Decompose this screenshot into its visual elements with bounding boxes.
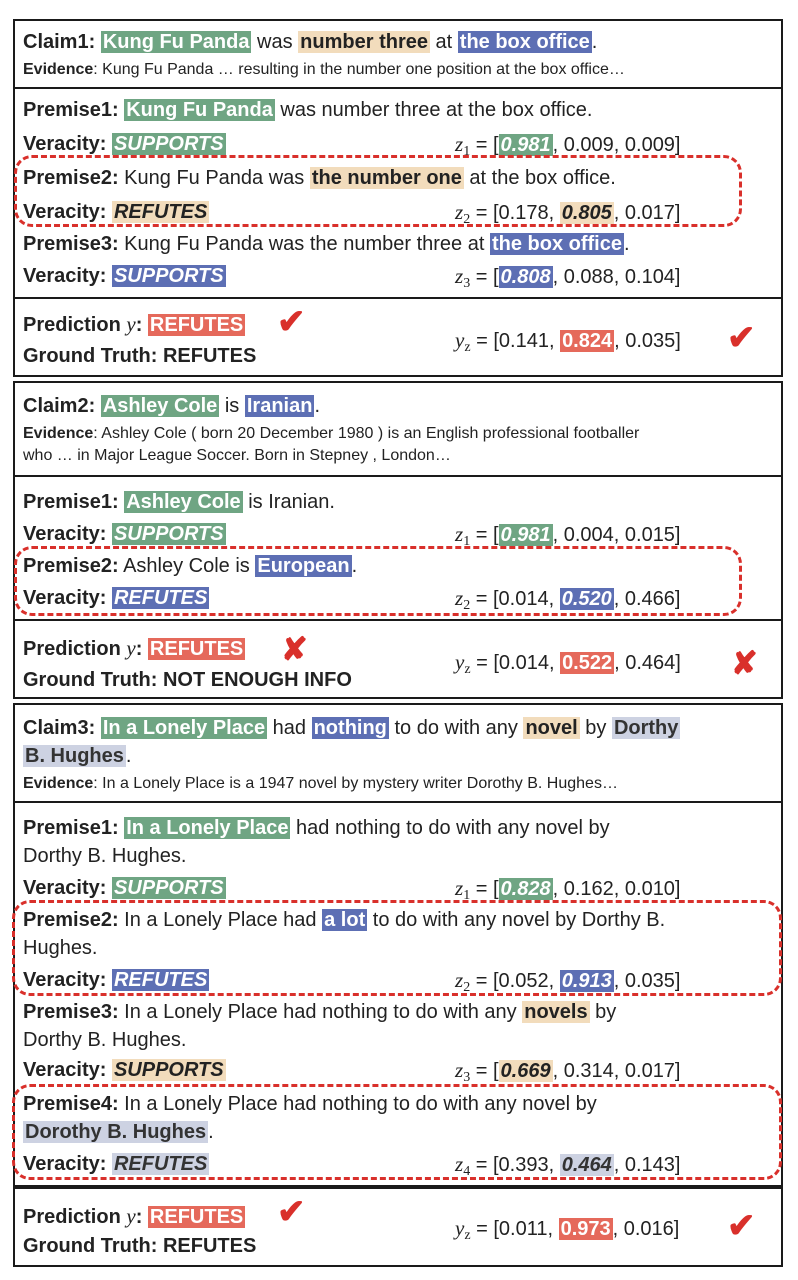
claim2-evidence: Evidence: Ashley Cole ( born 20 December 1980 ) is an English professional footballer who … in Major League Soccer. Born in Stepney , London…	[23, 425, 640, 464]
ex1-yz-check-icon: ✔	[727, 319, 756, 357]
claim3-box	[13, 703, 783, 803]
ex1-veracity2: Veracity: REFUTES	[23, 201, 208, 223]
ex2-z1: $z_1$ = [ 0.981 , 0.004, 0.015]	[455, 522, 681, 549]
ex3-veracity4: Veracity: REFUTES	[23, 1153, 208, 1175]
claim1-box	[13, 19, 783, 89]
ex3-z3: $z_3$ = [ 0.669 , 0.314, 0.017]	[455, 1058, 681, 1085]
ex3-premise4-line2: Dorothy B. Hughes .	[25, 1121, 214, 1143]
ex2-yz: $y_z = [0.014$, 0.522 , 0.464]	[455, 650, 681, 677]
ex3-prediction-check-icon: ✔	[277, 1193, 306, 1231]
claim1-text: Claim1: Kung Fu Panda was number three at the box office .	[23, 31, 598, 53]
ex1-prediction-check-icon: ✔	[277, 303, 306, 341]
ex2-yz-cross-icon: ✘	[731, 645, 758, 681]
ex1-premise1: Premise1: Kung Fu Panda was number three at the box office.	[23, 99, 593, 121]
claim1-evidence: Evidence: Kung Fu Panda … resulting in the number one position at the box office…	[23, 61, 625, 78]
ex3-premise2-line2: Hughes.	[23, 937, 98, 959]
ex2-z2: $z_2 = [0.014$, 0.520 , 0.466]	[455, 586, 681, 613]
prediction2-box	[13, 619, 783, 699]
ex3-premise2: Premise2: In a Lonely Place had a lot to do with any novel by Dorthy B.	[23, 909, 666, 931]
premises3-box	[13, 801, 783, 1187]
claim2-box	[13, 381, 783, 477]
ex2-ground-truth: Ground Truth: NOT ENOUGH INFO	[23, 669, 352, 691]
ex1-premise2: Premise2: Kung Fu Panda was the number one at the box office.	[23, 167, 616, 189]
prediction3-box	[13, 1187, 783, 1267]
ex3-yz: $y_z = [0.011$, 0.973 , 0.016]	[455, 1216, 680, 1243]
ex1-ground-truth: Ground Truth: REFUTES	[23, 345, 257, 367]
ex3-z2: $z_2 = [0.052$, 0.913 , 0.035]	[455, 968, 681, 995]
ex2-veracity2: Veracity: REFUTES	[23, 587, 208, 609]
ex3-veracity2: Veracity: REFUTES	[23, 969, 208, 991]
ex3-premise3: Premise3: In a Lonely Place had nothing to do with any novels by	[23, 1001, 617, 1023]
claim3-text-line2: B. Hughes .	[25, 745, 132, 767]
ex3-z4: $z_4 = [0.393$, 0.464 , 0.143]	[455, 1152, 681, 1179]
ex1-veracity1: Veracity: SUPPORTS	[23, 133, 224, 155]
ex3-z1: $z_1$ = [ 0.828 , 0.162, 0.010]	[455, 876, 681, 903]
ex1-z3: $z_3$ = [ 0.808 , 0.088, 0.104]	[455, 264, 681, 291]
ex3-ground-truth: Ground Truth: REFUTES	[23, 1235, 257, 1257]
ex2-veracity1: Veracity: SUPPORTS	[23, 523, 224, 545]
ex3-premise4: Premise4: In a Lonely Place had nothing to do with any novel by	[23, 1093, 597, 1115]
ex1-yz: $y_z = [0.141$, 0.824 , 0.035]	[455, 328, 681, 355]
claim3-text: Claim3: In a Lonely Place had nothing to do with any novel by Dorthy	[23, 717, 679, 739]
ex1-premise3: Premise3: Kung Fu Panda was the number three at the box office .	[23, 233, 630, 255]
ex1-prediction: Prediction y: REFUTES	[23, 312, 244, 336]
ex1-z2: $z_2 = [0.178$, 0.805 , 0.017]	[455, 200, 681, 227]
ex2-premise2: Premise2: Ashley Cole is European .	[23, 555, 358, 577]
ex3-veracity1: Veracity: SUPPORTS	[23, 877, 224, 899]
claim2-text: Claim2: Ashley Cole is Iranian .	[23, 395, 320, 417]
ex2-prediction-cross-icon: ✘	[281, 631, 308, 667]
premises2-box	[13, 475, 783, 621]
claim1-subject: Kung Fu Panda	[102, 31, 250, 53]
ex3-premise1-line2: Dorthy B. Hughes.	[23, 845, 187, 867]
claim1-highlight-orange: number three	[300, 31, 428, 53]
premises1-box	[13, 87, 783, 299]
ex3-premise1: Premise1: In a Lonely Place had nothing to do with any novel by	[23, 817, 610, 839]
ex3-yz-check-icon: ✔	[727, 1207, 756, 1245]
claim1-highlight-blue: the box office	[459, 31, 590, 53]
ex1-veracity3: Veracity: SUPPORTS	[23, 265, 224, 287]
ex3-premise3-line2: Dorthy B. Hughes.	[23, 1029, 187, 1051]
ex2-premise1: Premise1: Ashley Cole is Iranian.	[23, 491, 335, 513]
ex2-prediction: Prediction y: REFUTES	[23, 636, 244, 660]
prediction1-box	[13, 297, 783, 377]
ex1-z1: $z_1$ = [ 0.981 , 0.009, 0.009]	[455, 132, 681, 159]
ex3-veracity3: Veracity: SUPPORTS	[23, 1059, 224, 1081]
ex3-prediction: Prediction y: REFUTES	[23, 1204, 244, 1228]
claim3-evidence: Evidence: In a Lonely Place is a 1947 novel by mystery writer Dorothy B. Hughes…	[23, 775, 618, 792]
